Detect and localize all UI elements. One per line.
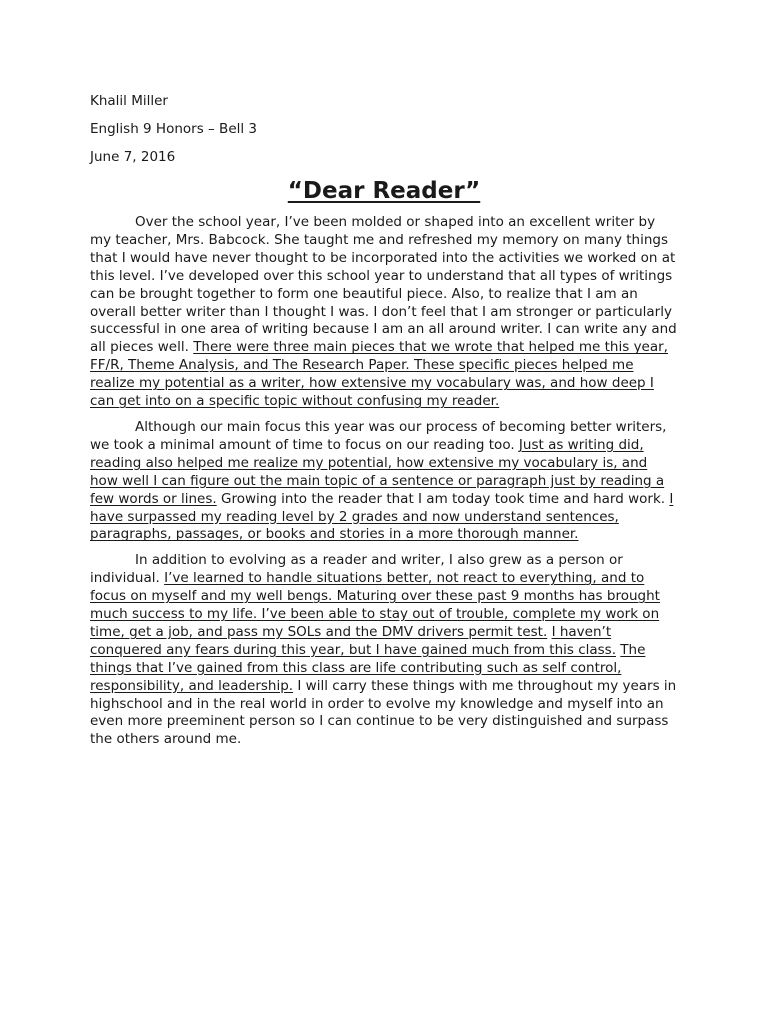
paragraph-2-text-1: Although our main focus this year was our process of becoming better writers, we took a minimal amount of time to focus on our reading too. [90, 418, 667, 453]
paragraph-2-underlined-1: Just as writing did, reading also helped me realize my potential, how extensive my vocabulary is, and how well I can figure out the main topic of a sentence or paragraph just by reading a few words or lines. [90, 436, 665, 507]
date-line: June 7, 2016 [90, 149, 176, 165]
paragraph-3-text-2: I will carry these things with me throughout my years in highschool and in the real world in order to evolve my knowledge and myself into an even more preeminent person so I can continue to be very distinguished and surpass the others around me. [90, 677, 677, 748]
paragraph-1 [90, 214, 678, 411]
paragraph-3-underlined-2: I haven’t conquered any fears during this year, but I have gained much from this class. [90, 623, 616, 658]
paragraph-3-text-1: In addition to evolving as a reader and writer, I also grew as a person or individual. [90, 552, 623, 587]
author-name: Khalil Miller [90, 93, 168, 109]
paragraph-1-text-1: Over the school year, I’ve been molded or shaped into an excellent writer by my teacher, Mrs. Babcock. She taught me and refreshed my memory on many things that I would have never thought to be incorporated into the activities we worked on at this level. I’ve developed over this school year to understand that all types of writings can be brought together to form one beautiful piece. Also, to realize that I am an overall better writer than I thought I was. I don’t feel that I am stronger or particularly successful in one area of writing because I am an all around writer. I can write any and all pieces well. [90, 214, 677, 356]
paragraph-3 [90, 552, 678, 749]
paragraph-3-underlined-3: The things that I’ve gained from this class are life contributing such as self control, responsibility, and leadership. [90, 641, 646, 694]
document-body [90, 92, 678, 757]
letter-title: “Dear Reader” [287, 178, 481, 204]
paragraph-2-underlined-2: I have surpassed my reading level by 2 grades and now understand sentences, paragraphs, passages, or books and stories in a more thorough manner. [90, 490, 674, 543]
paragraph-3-underlined-1: I’ve learned to handle situations better, not react to everything, and to focus on myself and my well bengs. Maturing over these past 9 months has brought much success to my life. I’ve been able to stay out of trouble, complete my work on time, get a job, and pass my SOLs and the DMV drivers permit test. [90, 570, 660, 640]
paragraph-2 [90, 419, 678, 544]
course-line: English 9 Honors – Bell 3 [90, 121, 258, 137]
paragraph-2-text-2: Growing into the reader that I am today took time and hard work. [216, 490, 670, 507]
paragraph-1-underlined-1: There were three main pieces that we wrote that helped me this year, FF/R, Theme Analysis, and The Research Paper. These specific pieces helped me realize my potential as a writer, how extensive my vocabulary was, and how deep I can get into on a specific topic without confusing my reader. [90, 339, 668, 410]
